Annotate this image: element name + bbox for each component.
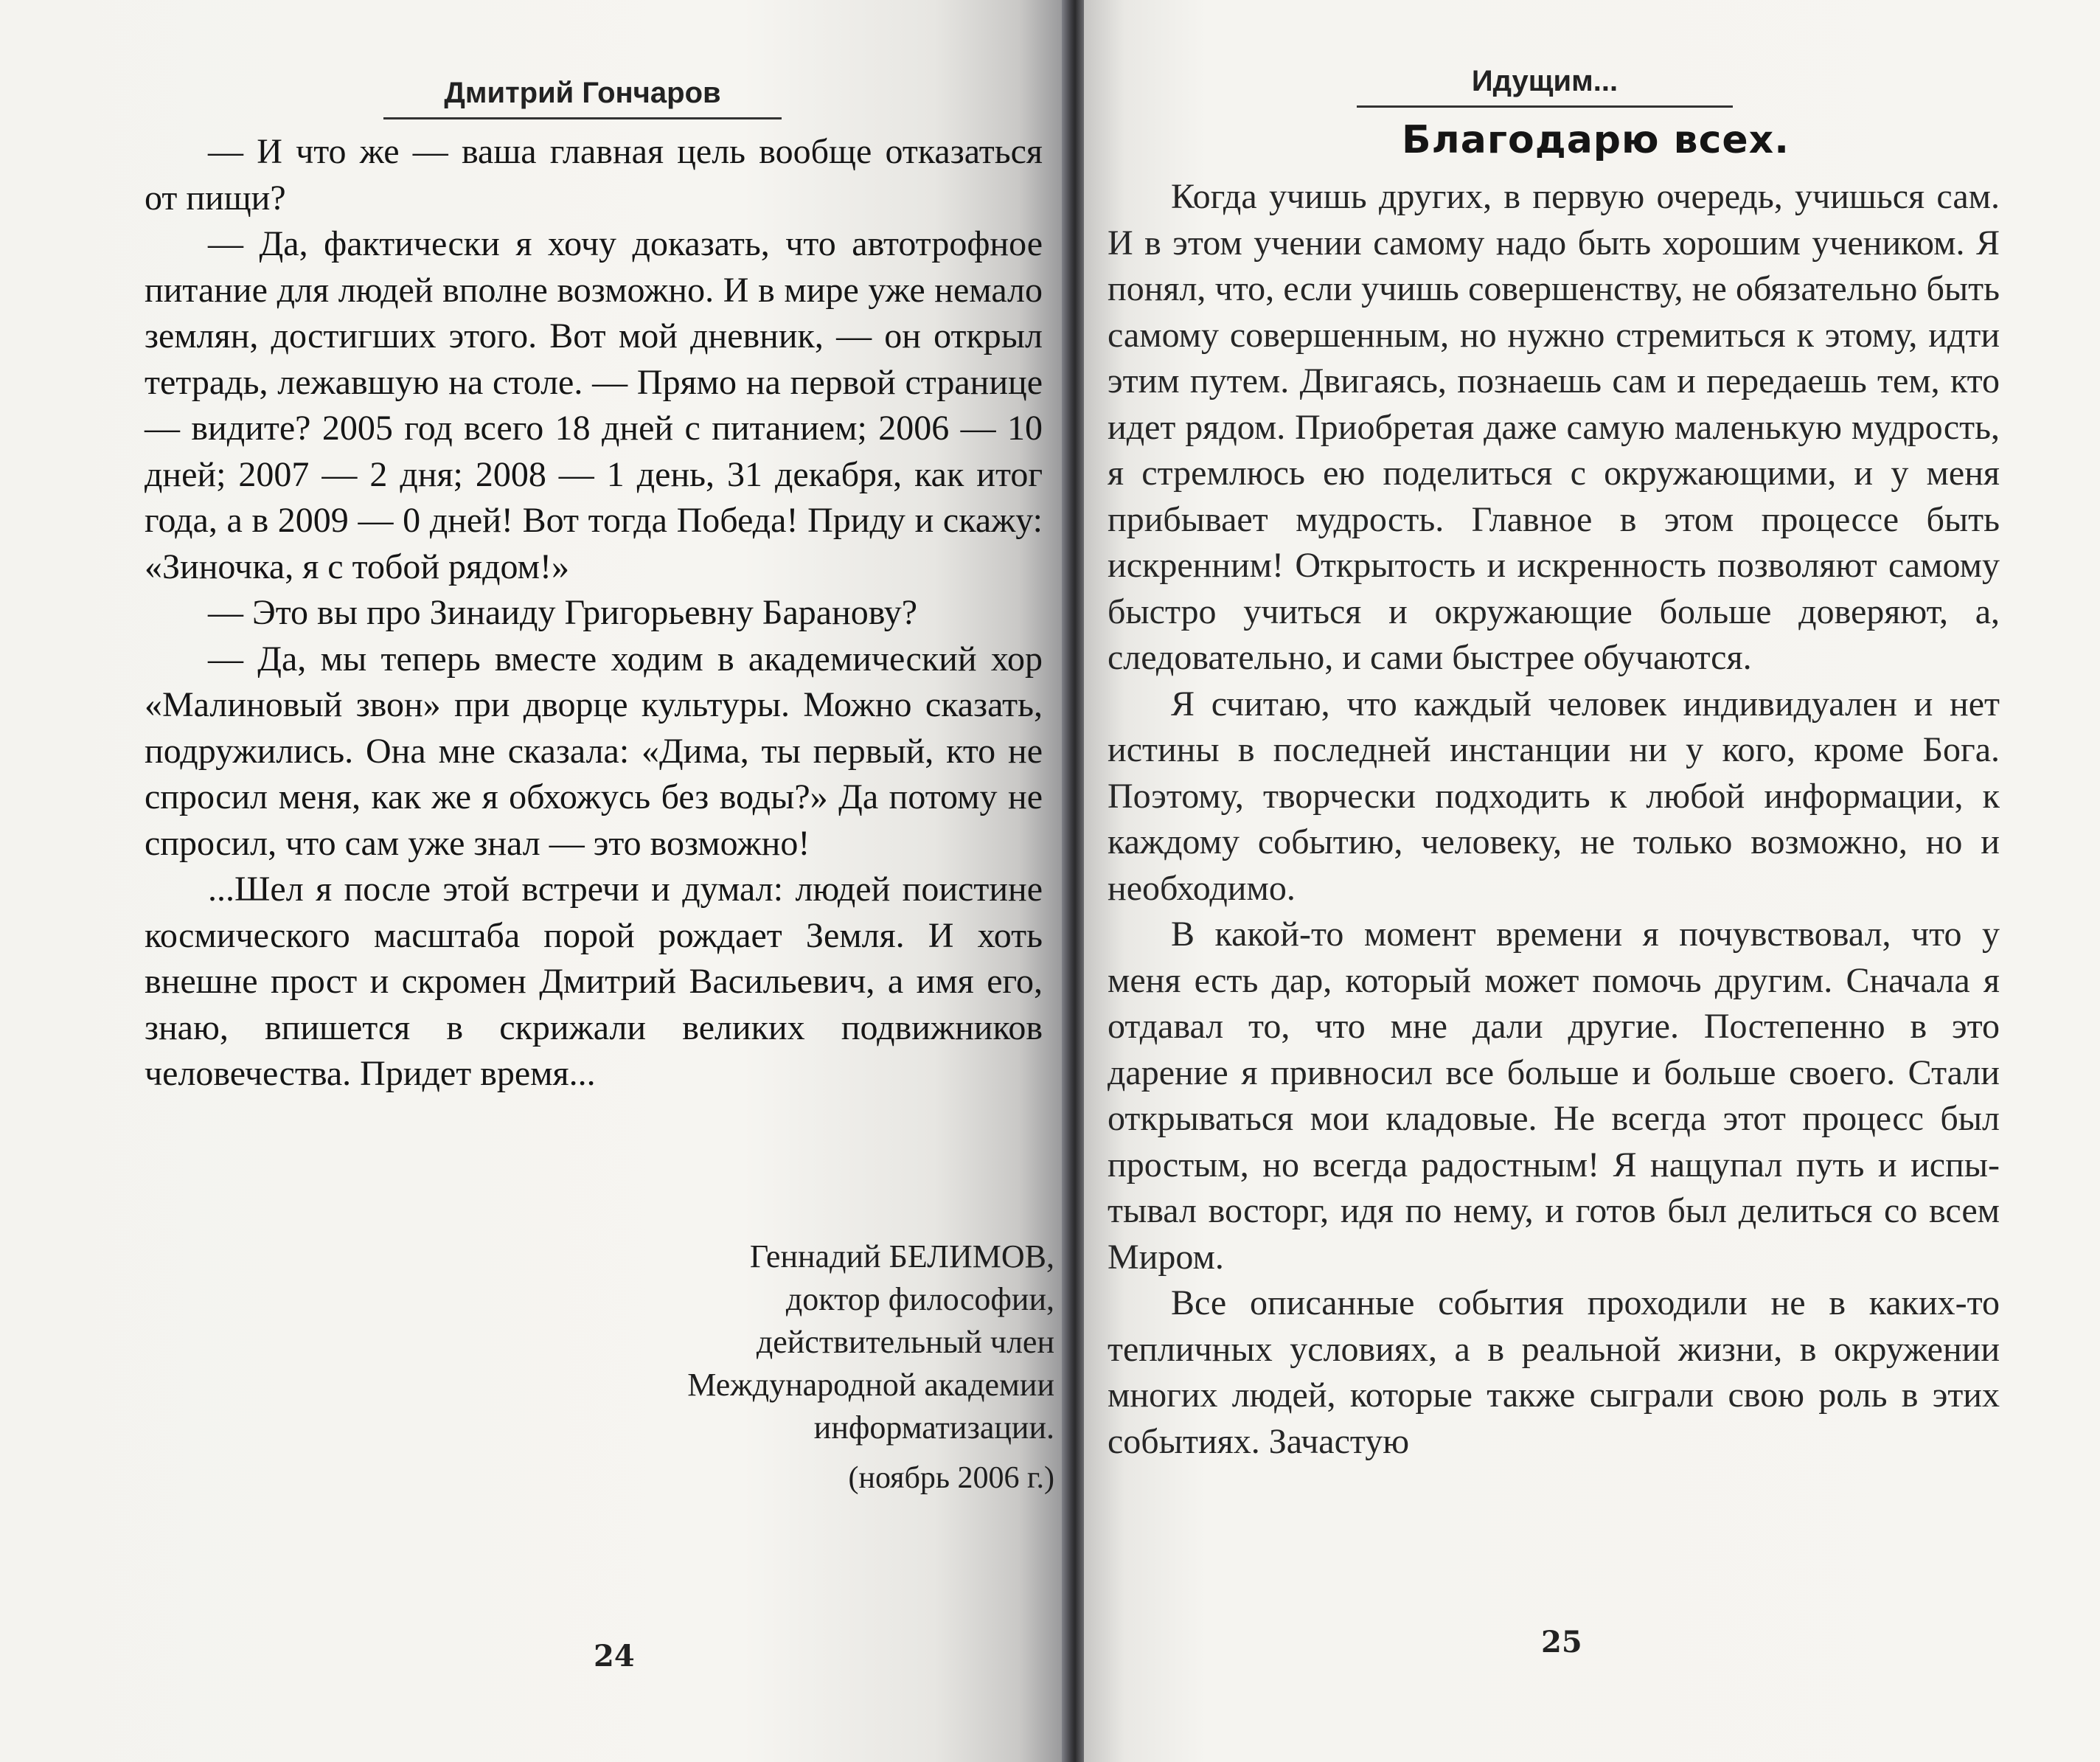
chapter-title: Благодарю всех. (1402, 118, 1790, 162)
signature-line: доктор философии, (785, 1281, 1054, 1317)
book-spine (1062, 0, 1084, 1762)
left-running-head-text: Дмитрий Гончаров (444, 77, 721, 109)
paragraph: Все описанные события проходили не в каких-то тепличных условиях, а в реальной жизни, в окружении многих людей, которые также сыграли свою роль в этих событиях. Зачастую (1108, 1283, 2000, 1461)
signature-line: действительный член (756, 1324, 1054, 1360)
right-running-head-text: Идущим... (1471, 65, 1619, 97)
paragraph: — И что же — ваша главная цель вообще отказаться от пищи? (145, 132, 1043, 218)
left-body-text (145, 129, 1043, 1097)
paragraph: Я считаю, что каждый человек индивидуален и нет истины в последней инстанции ни у кого, кроме Бога. Поэтому, творчески подходить к любой информации, к каждому событию, человеку, не только возможно, но и необходимо. (1108, 684, 2000, 908)
paragraph: В какой-то момент времени я почувствовал, что у меня есть дар, который может помочь другим. Сначала я отдавал то, что мне дали другие. Постепенно в это дарение я привносил все больше и больше своего. Стали открываться мои кладовые. Не всегда этот процесс был простым, но всегда радостным! Я нащупал путь и испытывал восторг, идя по нему, и готов был делиться со всем Миром. (1108, 915, 2000, 1277)
author-signature-block (516, 1235, 1054, 1449)
signature-line: информатизации. (813, 1409, 1054, 1446)
right-page-number: 25 (1541, 1625, 1582, 1659)
right-running-head-rule (1357, 105, 1733, 108)
left-page-number: 24 (594, 1639, 635, 1673)
right-body-text (1108, 174, 2000, 1465)
signature-line: Международной академии (687, 1367, 1054, 1403)
left-running-head (383, 77, 782, 119)
signature-line: Геннадий БЕЛИМОВ, (749, 1238, 1054, 1274)
paragraph: — Это вы про Зинаиду Григорьевну Баранову? (208, 593, 918, 632)
paragraph: Когда учишь других, в первую очередь, учишься сам. И в этом учении самому надо быть хорошим учеником. Я понял, что, если учишь совершенству, не обязательно быть самому совершенным, но нужно стремиться к этому, идти этим путем. Двигаясь, познаешь сам и передаешь тем, кто идет рядом. Приобретая даже самую маленькую мудрость, я стремлюсь ею поделиться с окружающими, и у меня прибывает мудрость. Главное в этом процессе быть искренним! Открытость и искренность позволяют самому быстро учиться и окружающие больше доверяют, а, следовательно, и сами быстрее обучаются. (1108, 177, 2000, 677)
right-running-head (1357, 65, 1733, 108)
left-running-head-rule (383, 117, 782, 119)
paragraph: — Да, фактически я хочу доказать, что автотрофное питание для людей вполне возможно. И в мире уже немало землян, достигших этого. Вот мой дневник, — он открыл тетрадь, лежавшую на столе. — Прямо на первой странице — видите? 2005 год всего 18 дней с питанием; 2006 — 10 дней; 2007 — 2 дня; 2008 — 1 день, 31 декабря, как итог года, а в 2009 — 0 дней! Вот тогда Победа! Приду и скажу: «Зиночка, я с тобой рядом!» (145, 224, 1043, 586)
article-date: (ноябрь 2006 г.) (848, 1461, 1054, 1495)
paragraph: — Да, мы теперь вместе ходим в академический хор «Малиновый звон» при дворце культуры. Можно сказать, подружились. Она мне сказала: «Дима, ты первый, кто не спросил меня, как же я обхожусь без воды?» Да потому не спросил, что сам уже знал — это возможно! (145, 639, 1043, 863)
paragraph: ...Шел я после этой встречи и думал: людей поистине космического масштаба порой рождает Земля. И хоть внешне прост и скромен Дмитрий Васильевич, а имя его, знаю, впишется в скрижали великих подвижников человечества. Придет время... (145, 870, 1043, 1093)
